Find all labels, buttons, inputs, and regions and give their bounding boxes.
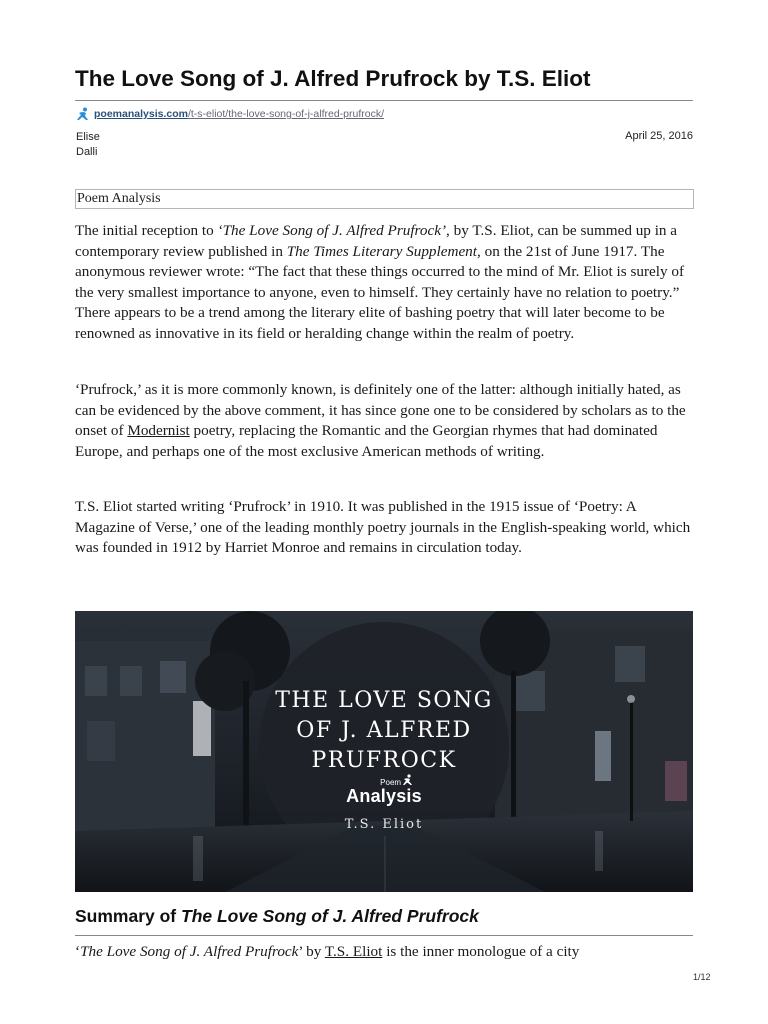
title-divider (75, 100, 693, 101)
hero-title (275, 686, 493, 776)
poem-analysis-logo (346, 778, 422, 807)
source-path[interactable]: /t-s-eliot/the-love-song-of-j-alfred-prufrock/ (187, 108, 385, 120)
author-last-name: Dalli (76, 146, 98, 158)
author-first-name: Elise (76, 131, 100, 143)
hero-title-line-3: PRUFROCK (311, 748, 457, 773)
publish-date: April 25, 2016 (625, 130, 693, 142)
p1-text-c: , by T.S. Eliot, can be summed up in a contemporary review published in (75, 222, 678, 260)
summary-heading (75, 906, 479, 927)
logo-small-text: Poem (380, 778, 402, 787)
paragraph-1 (75, 221, 695, 345)
p1-publication-title: The Times Literary Supplement (286, 242, 477, 260)
p1-poem-title: ‘The Love Song of J. Alfred Prufrock’ (217, 222, 447, 239)
hero-title-line-1: THE LOVE SONG (275, 688, 493, 713)
hero-overlay-text (275, 686, 493, 832)
author-name (76, 130, 100, 160)
logo-figure-icon (402, 774, 414, 786)
p1-text-e: , on the 21st of June 1917. The anonymous reviewer wrote: “The fact that these things occurred to the mind of Mr. Eliot is surely of the very smallest importance to anyone, even to himself. They certainly have no relation to poetry.” There appears to be a trend among the literary elite of bashing poetry that will later become to be renowned as innovative in its field or heralding change within the realm of poetry. (75, 242, 685, 342)
summary-heading-prefix: Summary of (75, 906, 181, 926)
summary-text-c: is the inner monologue of a city (382, 943, 580, 960)
poemanalysis-logo-icon (76, 107, 91, 121)
source-domain[interactable]: poemanalysis.com (94, 108, 188, 120)
summary-text-b: ’ by (298, 943, 325, 960)
paragraph-2 (75, 380, 695, 462)
summary-heading-title: The Love Song of J. Alfred Prufrock (181, 906, 479, 926)
summary-paragraph (75, 942, 695, 963)
summary-text-a: ‘ (75, 943, 81, 960)
summary-poem-title: The Love Song of J. Alfred Prufrock (80, 943, 299, 960)
eliot-link[interactable]: T.S. Eliot (324, 943, 383, 960)
category-label: Poem Analysis (75, 189, 694, 209)
p2-text-a: ‘Prufrock,’ as it is more commonly known, is definitely one of the latter: although initially hated, as can be evidenced by the above comment, it has since gone one to be considered by scholars as to the onset of (75, 381, 686, 440)
logo-big-text: Analysis (346, 786, 422, 806)
p2-text-b: poetry, replacing the Romantic and the Georgian rhymes that had dominated Europe, and perhaps one of the most exclusive American methods of writing. (75, 422, 658, 460)
summary-divider (75, 935, 693, 936)
source-link[interactable] (76, 107, 384, 121)
page-title: The Love Song of J. Alfred Prufrock by T.S. Eliot (75, 66, 591, 91)
page-number: 1/12 (693, 972, 711, 982)
modernist-link[interactable]: Modernist (127, 422, 190, 440)
paragraph-3: T.S. Eliot started writing ‘Prufrock’ in 1910. It was published in the 1915 issue of ‘Poetry: A Magazine of Verse,’ one of the leading monthly poetry journals in the English-speaking world, which was founded in 1912 by Harriet Monroe and remains in circulation today. (75, 498, 691, 557)
hero-author: T.S. Eliot (344, 817, 424, 832)
hero-image (75, 611, 693, 892)
p1-text-a: The initial reception to (75, 222, 218, 239)
hero-title-line-2: OF J. ALFRED (296, 718, 472, 743)
